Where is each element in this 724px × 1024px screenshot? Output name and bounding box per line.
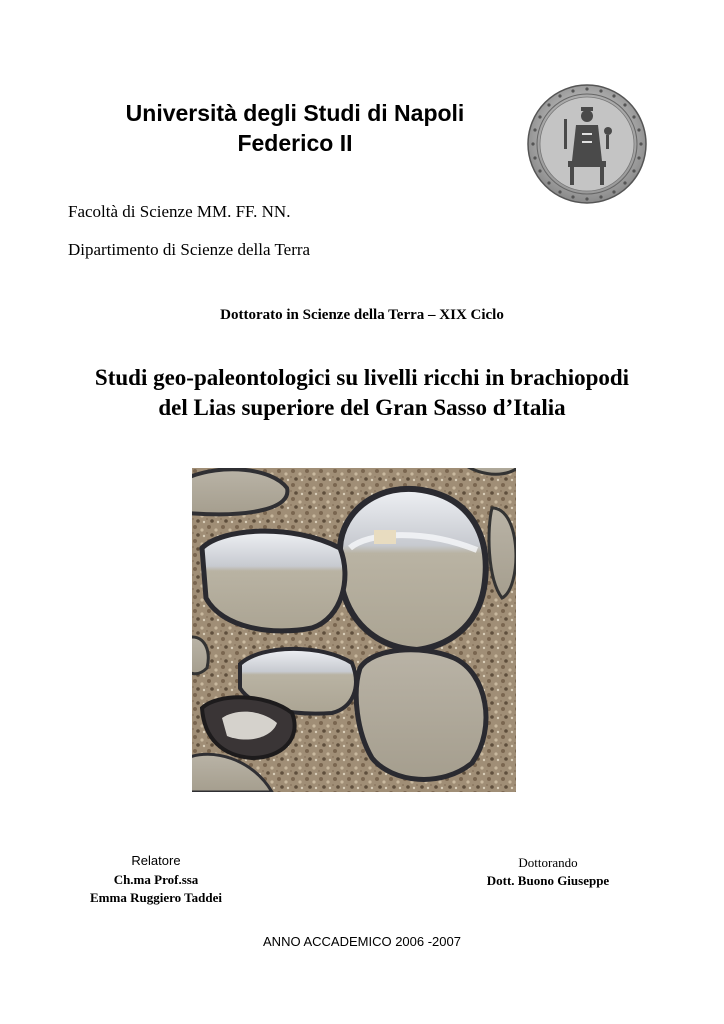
supervisor-title: Ch.ma Prof.ssa (113, 872, 199, 887)
university-seal-icon (526, 83, 648, 205)
thesis-title-line1: Studi geo-paleontologici su livelli ricchi in brachiopodi (94, 365, 630, 390)
candidate-name: Dott. Buono Giuseppe (486, 873, 610, 888)
doctorate-program: Dottorato in Scienze della Terra – XIX Ciclo (220, 307, 504, 323)
department-name: Dipartimento di Scienze della Terra (68, 240, 311, 259)
university-name-line2: Federico II (237, 130, 353, 156)
university-name-line1: Università degli Studi di Napoli (125, 100, 465, 126)
faculty-name: Facoltà di Scienze MM. FF. NN. (68, 202, 291, 221)
supervisor-label: Relatore (131, 853, 181, 868)
thesis-title-line2: del Lias superiore del Gran Sasso d’Italia (158, 395, 566, 420)
brachiopod-section-photo (192, 468, 516, 792)
candidate-label: Dottorando (518, 855, 578, 870)
supervisor-name: Emma Ruggiero Taddei (90, 890, 222, 905)
academic-year: ANNO ACCADEMICO 2006 -2007 (263, 934, 461, 949)
